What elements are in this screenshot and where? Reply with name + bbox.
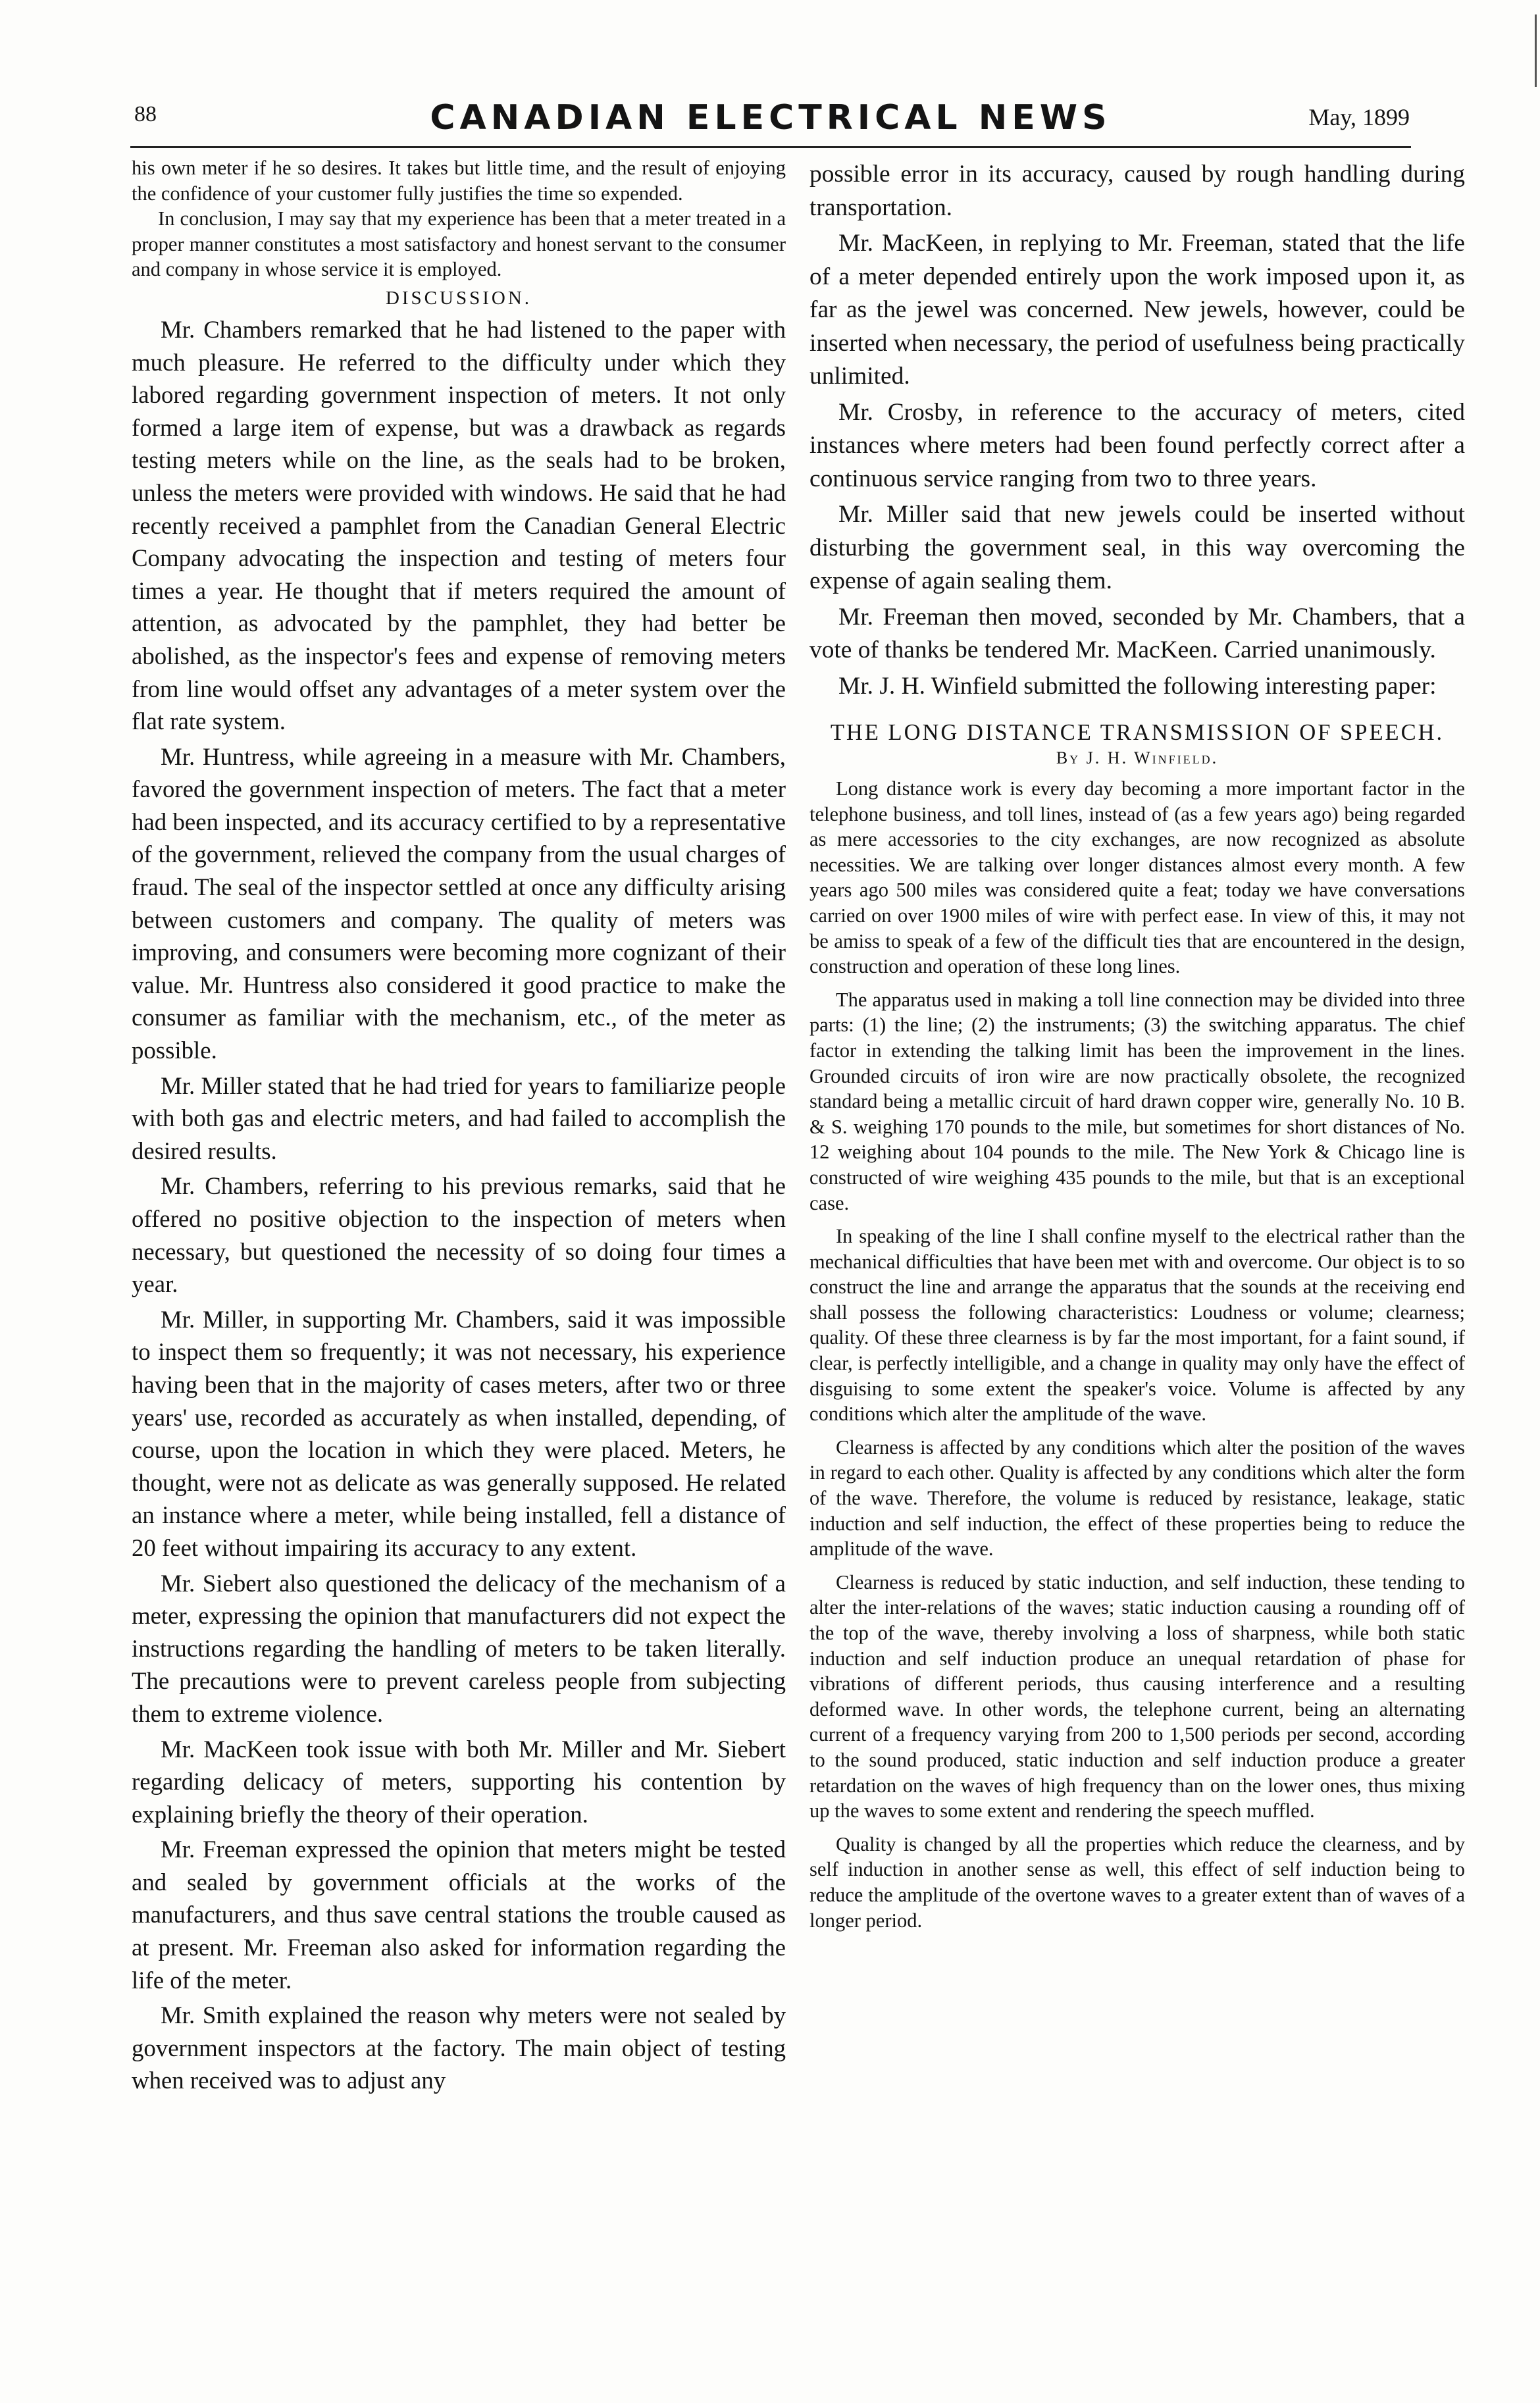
left-column — [132, 155, 786, 2097]
discussion-paragraph: Mr. Smith explained the reason why meters were not sealed by government inspectors at the factory. The main object of testing when received was to adjust any — [132, 2002, 786, 2094]
discussion-paragraph: Mr. Miller stated that he had tried for years to familiarize people with both gas and electric meters, and had failed to accomplish the desired results. — [132, 1072, 786, 1164]
journal-title: CANADIAN ELECTRICAL NEWS — [430, 98, 1112, 138]
discussion-paragraph: Mr. MacKeen took issue with both Mr. Miller and Mr. Siebert regarding delicacy of meters, supporting his contention by explaining briefly the theory of their operation. — [132, 1735, 786, 1828]
discussion-paragraph: Mr. Miller said that new jewels could be inserted without disturbing the government seal, in this way overcoming the expense of again sealing them. — [809, 501, 1465, 594]
scan-edge-mark — [1535, 14, 1537, 87]
right-column — [809, 155, 1465, 1933]
article-paragraph: Quality is changed by all the properties which reduce the clearness, and by self induction in another sense as well, this effect of self induction being to reduce the amplitude of the overtone waves to a greater extent than of waves of a longer period. — [809, 1832, 1465, 1932]
discussion-paragraph: Mr. MacKeen, in replying to Mr. Freeman, stated that the life of a meter depended entirely upon the work imposed upon it, as far as the jewel was concerned. New jewels, however, could be inserted when necessary, the period of usefulness being practically unlimited. — [809, 230, 1465, 390]
page-number: 88 — [134, 102, 157, 126]
discussion-paragraph: Mr. Chambers, referring to his previous remarks, said that he offered no positive objection to the inspection of meters when necessary, but questioned the necessity of so doing four times a year. — [132, 1172, 786, 1298]
continuation-paragraph: In conclusion, I may say that my experience has been that a meter treated in a proper manner constitutes a most satisfactory and honest servant to the consumer and company in whose service it is employed. — [132, 207, 786, 281]
discussion-paragraph: Mr. J. H. Winfield submitted the following interesting paper: — [838, 672, 1437, 700]
discussion-paragraph: possible error in its accuracy, caused by rough handling during transportation. — [809, 161, 1465, 221]
discussion-paragraph: Mr. Siebert also questioned the delicacy of the mechanism of a meter, expressing the opinion that manufacturers did not expect the instructions regarding the handling of meters to be taken literally. The precautions were to prevent careless people from subjecting them to extreme violence. — [132, 1569, 786, 1727]
header-rule — [130, 146, 1411, 148]
discussion-paragraph: Mr. Crosby, in reference to the accuracy of meters, cited instances where meters had been found perfectly correct after a continuous service ranging from two to three years. — [809, 398, 1465, 492]
discussion-paragraph: Mr. Miller, in supporting Mr. Chambers, said it was impossible to inspect them so frequently; it was not necessary, his experience having been that in the majority of cases meters, after two or three years' use, recorded as accurately as when installed, depending, of course, upon the location in which they were placed. Meters, he thought, were not as delicate as was generally supposed. He related an instance where a meter, while being installed, fell a distance of 20 feet without impairing its accuracy to any extent. — [132, 1305, 786, 1561]
article-paragraph: Clearness is affected by any conditions which alter the position of the waves in regard to each other. Quality is affected by any conditions which alter the form of the wave. Therefore, the volume is reduced by resistance, leakage, static induction and self induction, the effect of these properties being to reduce the amplitude of the wave. — [809, 1435, 1465, 1561]
article-title: THE LONG DISTANCE TRANSMISSION OF SPEECH. — [830, 720, 1445, 745]
discussion-paragraph: Mr. Chambers remarked that he had listened to the paper with much pleasure. He referred to the difficulty under which they labored regarding government inspection of meters. It not only formed a large item of expense, but was a drawback as regards testing meters while on the line, as the seals had to be broken, unless the meters were provided with windows. He said that he had recently received a pamphlet from the Canadian General Electric Company advocating the inspection and testing of meters four times a year. He thought that if meters required the amount of attention, as advocated by the pamphlet, they had better be abolished, as the inspector's fees and expense of removing meters from line would offset any advantages of a meter system over the flat rate system. — [132, 315, 786, 735]
discussion-paragraph: Mr. Freeman expressed the opinion that meters might be tested and sealed by government officials at the works of the manufacturers, and thus save central stations the trouble caused as at present. Mr. Freeman also asked for information regarding the life of the meter. — [132, 1836, 786, 1994]
article-paragraph: The apparatus used in making a toll line connection may be divided into three parts: (1) the line; (2) the instruments; (3) the switching apparatus. The chief factor in extending the talking limit has been the improvement in the lines. Grounded circuits of iron wire are now practically obsolete, the recognized standard being a metallic circuit of hard drawn copper wire, generally No. 10 B. & S. weighing 170 pounds to the mile, but sometimes for short distances of No. 12 weighing about 104 pounds to the mile. The New York & Chicago line is constructed of wire weighing 435 pounds to the mile, but that is an exceptional case. — [809, 988, 1465, 1214]
article-byline: By J. H. Winfield. — [1056, 748, 1219, 767]
discussion-paragraph: Mr. Huntress, while agreeing in a measure with Mr. Chambers, favored the government inspection of meters. The fact that a meter had been inspected, and its accuracy certified to by a representative of the government, relieved the company from the usual charges of fraud. The seal of the inspector settled at once any difficulty arising between customers and company. The quality of meters was improving, and consumers were becoming more cognizant of their value. Mr. Huntress also considered it good practice to make the consumer as familiar with the mechanism, etc., of the meter as possible. — [132, 742, 786, 1064]
article-paragraph: In speaking of the line I shall confine myself to the electrical rather than the mechanical difficulties that have been met with and overcome. Our object is to so construct the line and arrange the apparatus that the sounds at the receiving end shall possess the following characteristics: Loudness or volume; clearness; quality. Of these three clearness is by far the most important, for a faint sound, if clear, is perfectly intelligible, and a change in quality may only have the effect of disguising to some extent the speaker's voice. Volume is affected by any conditions which alter the amplitude of the wave. — [809, 1225, 1465, 1426]
discussion-paragraph: Mr. Freeman then moved, seconded by Mr. Chambers, that a vote of thanks be tendered Mr. MacKeen. Carried unanimously. — [809, 603, 1465, 663]
article-paragraph: Clearness is reduced by static induction, and self induction, these tending to alter the inter-relations of the waves; static induction causing a rounding off of the top of the wave, thereby involving a loss of sharpness, while both static induction and self induction produce an unequal retardation of phase for vibrations of different periods, thus causing interference and a resulting deformed wave. In other words, the telephone current, being an alternating current of a frequency varying from 200 to 1,500 periods per second, according to the sound produced, static induction and self induction produce a greater retardation on the waves of high frequency than on the lower ones, thus mixing up the waves to some extent and rendering the speech muffled. — [809, 1570, 1465, 1822]
continuation-paragraph: his own meter if he so desires. It takes but little time, and the result of enjoying the confidence of your customer fully justifies the time so expended. — [132, 157, 786, 205]
issue-date: May, 1899 — [1308, 104, 1410, 130]
page-header — [130, 95, 1411, 148]
article-paragraph: Long distance work is every day becoming a more important factor in the telephone business, and toll lines, instead of (as a few years ago) being regarded as mere accessories to the city exchanges, are now recognized as absolute necessities. We are talking over longer distances almost every month. A few years ago 500 miles was considered quite a feat; today we have conversations carried on over 1900 miles of wire with perfect ease. In view of this, it may not be amiss to speak of a few of the difficult ties that are encountered in the design, construction and operation of these long lines. — [809, 777, 1465, 978]
discussion-heading: DISCUSSION. — [385, 287, 532, 309]
